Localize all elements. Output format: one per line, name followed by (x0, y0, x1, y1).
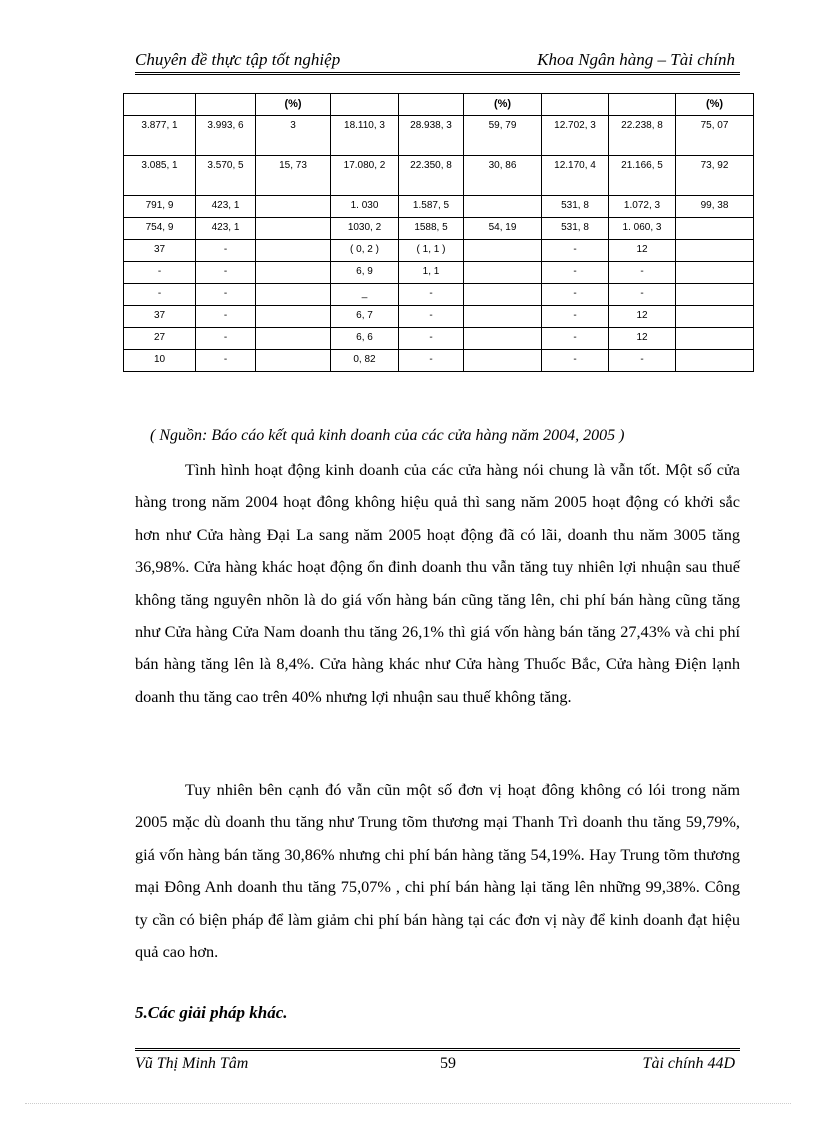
table-cell: - (542, 328, 609, 350)
table-cell (676, 350, 754, 372)
table-cell (676, 284, 754, 306)
table-cell: 18.110, 3 (331, 116, 399, 156)
table-row (124, 196, 754, 218)
table-cell: - (196, 306, 256, 328)
table-cell: 37 (124, 240, 196, 262)
table-cell (464, 306, 542, 328)
header-right-text: Khoa Ngân hàng – Tài chính (537, 50, 735, 69)
table-cell (609, 94, 676, 116)
table-cell: - (542, 240, 609, 262)
table-cell (256, 218, 331, 240)
table-cell (464, 196, 542, 218)
table-row (124, 350, 754, 372)
table-cell: - (196, 350, 256, 372)
table-cell: 99, 38 (676, 196, 754, 218)
table-cell: 3.877, 1 (124, 116, 196, 156)
paragraph-2 (135, 774, 740, 968)
table-cell (399, 94, 464, 116)
table-cell (196, 94, 256, 116)
table-cell: 12.170, 4 (542, 156, 609, 196)
table-row (124, 306, 754, 328)
table-cell: - (542, 306, 609, 328)
table-cell: 12 (609, 328, 676, 350)
table-cell: 12 (609, 240, 676, 262)
table-cell: 6, 6 (331, 328, 399, 350)
table-cell: 6, 9 (331, 262, 399, 284)
source-note: ( Nguồn: Báo cáo kết quả kinh doanh của các cửa hàng năm 2004, 2005 ) (150, 427, 625, 444)
table-cell: 423, 1 (196, 196, 256, 218)
table-cell (464, 350, 542, 372)
table-cell: - (196, 284, 256, 306)
footer-divider (135, 1048, 740, 1051)
table-cell: - (609, 350, 676, 372)
table-cell: - (196, 262, 256, 284)
table-cell (256, 284, 331, 306)
table-cell: 531, 8 (542, 196, 609, 218)
table-cell: 423, 1 (196, 218, 256, 240)
table-cell: 22.238, 8 (609, 116, 676, 156)
table-cell (331, 94, 399, 116)
paragraph-2-text: Tuy nhiên bên cạnh đó vẫn cũn một số đơn vị hoạt đông không có lói trong năm 2005 mặc dù doanh thu tăng như Trung tõm thương mại Thanh Trì doanh thu tăng 59,79%, giá vốn hàng bán tăng 30,86% nhưng chi phí bán hàng tăng 54,19%. Hay Trung tõm thương mại Đông Anh doanh thu tăng 75,07% , chi phí bán hàng lại tăng lên những 99,38%. Công ty cần có biện pháp để làm giảm chi phí bán hàng tại các đơn vị này để kinh doanh đạt hiệu quả cao hơn. (135, 780, 740, 962)
table-cell (676, 262, 754, 284)
footer-class: Tài chính 44D (642, 1055, 735, 1072)
table-cell: 28.938, 3 (399, 116, 464, 156)
paragraph-1 (135, 454, 740, 713)
table-cell: 73, 92 (676, 156, 754, 196)
table-cell: - (542, 350, 609, 372)
table-cell (542, 94, 609, 116)
table-cell: 1.072, 3 (609, 196, 676, 218)
table-cell: 27 (124, 328, 196, 350)
table-cell: - (609, 262, 676, 284)
table-cell: 1, 1 (399, 262, 464, 284)
table-cell: ( 1, 1 ) (399, 240, 464, 262)
table-row (124, 218, 754, 240)
table-row (124, 284, 754, 306)
table-cell: 22.350, 8 (399, 156, 464, 196)
table-cell (256, 306, 331, 328)
table-cell: 1588, 5 (399, 218, 464, 240)
table-cell: 54, 19 (464, 218, 542, 240)
table-cell: 1030, 2 (331, 218, 399, 240)
paragraph-1-text: Tình hình hoạt động kinh doanh của các cửa hàng nói chung là vẫn tốt. Một số cửa hàng trong năm 2004 hoạt đông không hiệu quả thì sang năm 2005 hoạt động có khởi sắc hơn như Cửa hàng Đại La sang năm 2005 hoạt động đã có lãi, doanh thu năm 3005 tăng 36,98%. Cửa hàng khác hoạt động ổn đinh doanh thu vẫn tăng tuy nhiên lợi nhuận sau thuế không tăng nguyên nhõn là do giá vốn hàng bán cũng tăng lên, chi phí bán hàng cũng tăng như Cửa hàng Cửa Nam doanh thu tăng 26,1% thì giá vốn hàng bán tăng 27,43% và chi phí bán hàng tăng lên là 8,4%. Cửa hàng khác như Cửa hàng Thuốc Bắc, Cửa hàng Điện lạnh doanh thu tăng cao trên 40% nhưng lợi nhuận sau thuế không tăng. (135, 460, 740, 706)
table-cell: - (542, 284, 609, 306)
table-cell: 1. 060, 3 (609, 218, 676, 240)
table-row (124, 328, 754, 350)
table-cell (256, 240, 331, 262)
table-cell: (%) (256, 94, 331, 116)
table-cell: 12.702, 3 (542, 116, 609, 156)
table-cell: 1. 030 (331, 196, 399, 218)
page-header (135, 50, 735, 72)
table-cell: 6, 7 (331, 306, 399, 328)
table-cell: 75, 07 (676, 116, 754, 156)
table-cell: 15, 73 (256, 156, 331, 196)
table-cell: 3.570, 5 (196, 156, 256, 196)
table-cell (256, 328, 331, 350)
table-cell (464, 284, 542, 306)
page-number: 59 (440, 1055, 456, 1072)
table-cell: - (609, 284, 676, 306)
table-cell: - (399, 328, 464, 350)
financial-table (123, 93, 754, 372)
page-footer (135, 1055, 735, 1077)
table-row (124, 240, 754, 262)
table-row (124, 262, 754, 284)
table-cell (676, 306, 754, 328)
table-cell: 3 (256, 116, 331, 156)
table-cell (256, 262, 331, 284)
table-cell: - (196, 328, 256, 350)
table-cell (256, 196, 331, 218)
table-row (124, 116, 754, 156)
table-cell: 754, 9 (124, 218, 196, 240)
table-cell (256, 350, 331, 372)
table-cell: 531, 8 (542, 218, 609, 240)
table-cell (124, 94, 196, 116)
table-cell: - (399, 306, 464, 328)
table-cell: 37 (124, 306, 196, 328)
table-cell: ( 0, 2 ) (331, 240, 399, 262)
table-cell: 791, 9 (124, 196, 196, 218)
table-row (124, 156, 754, 196)
table-cell: - (196, 240, 256, 262)
table-cell (676, 240, 754, 262)
section-title: 5.Các giải pháp khác. (135, 1003, 288, 1022)
table-cell (464, 240, 542, 262)
table-cell: 59, 79 (464, 116, 542, 156)
table-cell: _ (331, 284, 399, 306)
table-cell: 3.993, 6 (196, 116, 256, 156)
header-left-text: Chuyên đề thực tập tốt nghiệp (135, 50, 341, 69)
table-cell (464, 262, 542, 284)
table-cell: 1.587, 5 (399, 196, 464, 218)
page-edge (25, 1103, 791, 1104)
header-divider (135, 72, 740, 75)
table-cell: 10 (124, 350, 196, 372)
table-cell: - (124, 284, 196, 306)
table-cell: (%) (676, 94, 754, 116)
table-cell (676, 328, 754, 350)
table-cell: - (399, 350, 464, 372)
table-cell: 21.166, 5 (609, 156, 676, 196)
table-cell: 30, 86 (464, 156, 542, 196)
table-cell (676, 218, 754, 240)
table-cell: 12 (609, 306, 676, 328)
table-row (124, 94, 754, 116)
table-cell: 0, 82 (331, 350, 399, 372)
table-cell: - (542, 262, 609, 284)
table-cell: - (399, 284, 464, 306)
table-cell: (%) (464, 94, 542, 116)
table-cell: 3.085, 1 (124, 156, 196, 196)
table-cell: 17.080, 2 (331, 156, 399, 196)
table-cell: - (124, 262, 196, 284)
footer-author: Vũ Thị Minh Tâm (135, 1055, 249, 1072)
table-cell (464, 328, 542, 350)
